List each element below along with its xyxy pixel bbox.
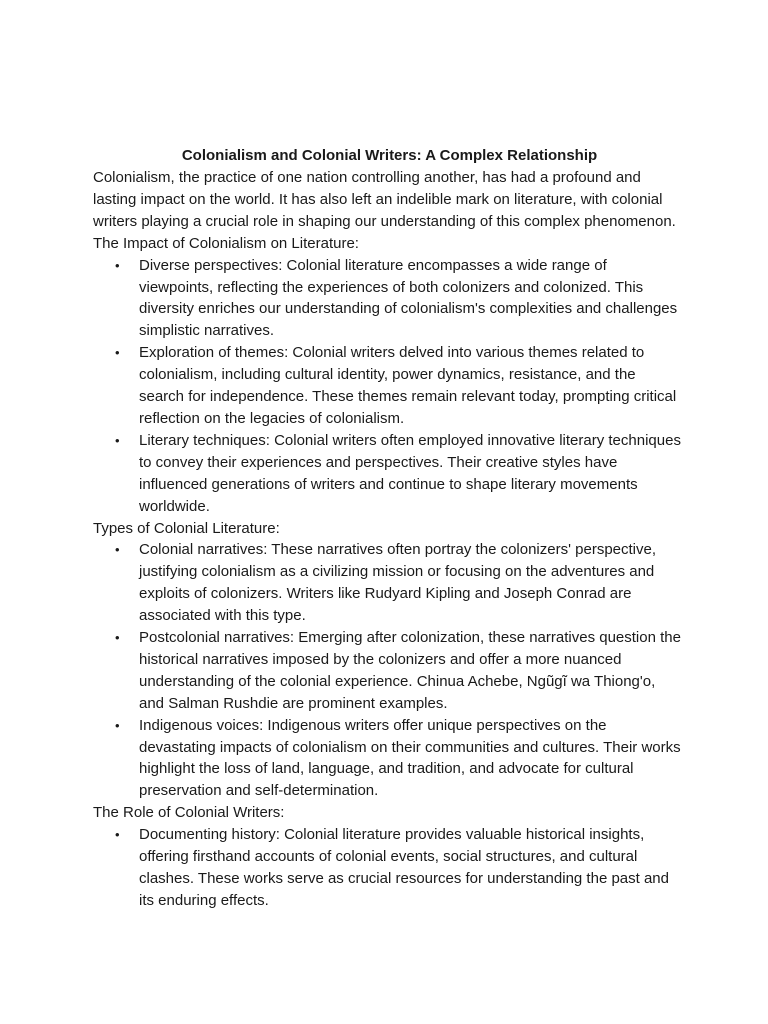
document-title: Colonialism and Colonial Writers: A Complex Relationship [181, 147, 598, 164]
intro-paragraph: Colonialism, the practice of one nation controlling another, has had a profound and lasting impact on the world. It has also left an indelible mark on literature, with colonial writers playing a crucial role in shaping our understanding of this complex phenomenon. [93, 169, 676, 230]
bullet-list [93, 539, 683, 802]
list-item: • Exploration of themes: Colonial writers delved into various themes related to colonialism, including cultural identity, power dynamics, resistance, and the search for independence. These themes remain relevant today, prompting critical reflection on the legacies of colonialism. [139, 342, 683, 430]
bullet-list [93, 255, 683, 518]
list-item: • Diverse perspectives: Colonial literature encompasses a wide range of viewpoints, reflecting the experiences of both colonizers and colonized. This diversity enriches our understanding of colonialism's complexities and challenges simplistic narratives. [139, 255, 683, 343]
document-page [93, 145, 683, 912]
list-item: • Colonial narratives: These narratives often portray the colonizers' perspective, justifying colonialism as a civilizing mission or focusing on the adventures and exploits of colonizers. Writers like Rudyard Kipling and Joseph Conrad are associated with this type. [139, 539, 683, 627]
list-item: • Indigenous voices: Indigenous writers offer unique perspectives on the devastating impacts of colonialism on their communities and cultures. Their works highlight the loss of land, language, and tradition, and advocate for cultural preservation and self-determination. [139, 715, 683, 803]
section-heading: The Impact of Colonialism on Literature: [93, 234, 359, 252]
section-heading: The Role of Colonial Writers: [93, 804, 285, 822]
list-item: • Documenting history: Colonial literature provides valuable historical insights, offering firsthand accounts of colonial events, social structures, and cultural clashes. These works serve as crucial resources for understanding the past and its enduring effects. [139, 824, 683, 912]
list-item: • Postcolonial narratives: Emerging after colonization, these narratives question the historical narratives imposed by the colonizers and offer a more nuanced understanding of the colonial experience. Chinua Achebe, Ngũgĩ wa Thiong'o, and Salman Rushdie are prominent examples. [139, 627, 683, 715]
list-item: • Literary techniques: Colonial writers often employed innovative literary techniques to convey their experiences and perspectives. Their creative styles have influenced generations of writers and continue to shape literary movements worldwide. [139, 430, 683, 518]
bullet-list [93, 824, 683, 912]
section-heading: Types of Colonial Literature: [93, 519, 280, 537]
